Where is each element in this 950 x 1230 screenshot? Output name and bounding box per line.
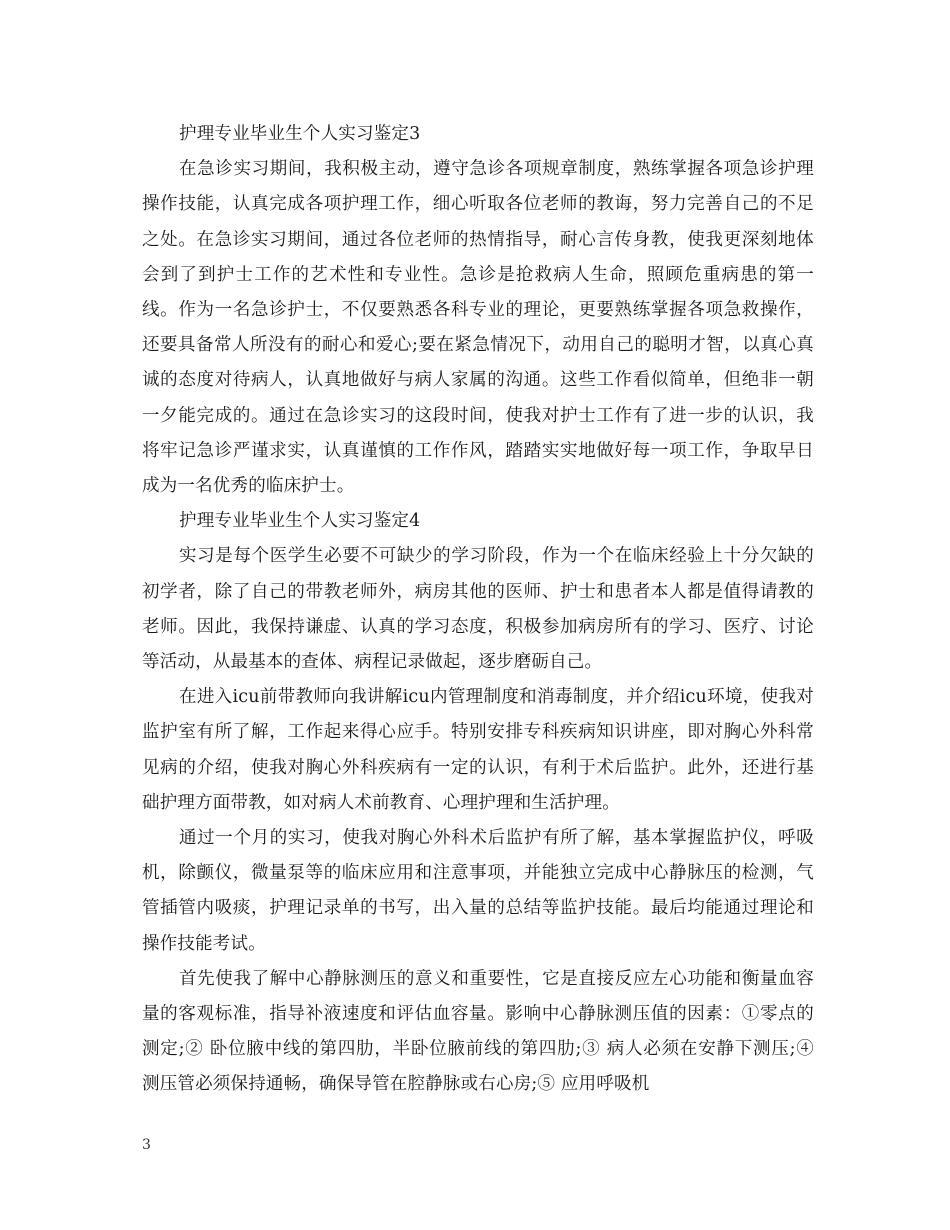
paragraph-central-venous-pressure: 首先使我了解中心静脉测压的意义和重要性，它是直接反应左心功能和衡量血容量的客观标准，指导补液速度和评估血容量。影响中心静脉测压值的因素：①零点的测定;② 卧位腋中线的第四肋，半卧位腋前线的第四肋;③ 病人必须在安静下测压;④ 测压管必须保持通畅，确保导管在腔静脉或右心房;⑤ 应用呼吸机 [142, 968, 814, 1095]
section-heading-4: 护理专业毕业生个人实习鉴定4 [179, 511, 421, 532]
paragraph-icu-introduction: 在进入icu前带教师向我讲解icu内管理制度和消毒制度，并介绍icu环境，使我对监护室有所了解，工作起来得心应手。特别安排专科疾病知识讲座，即对胸心外科常见病的介绍，使我对胸心外科疾病有一定的认识，有利于术后监护。此外，还进行基础护理方面带教，如对病人术前教育、心理护理和生活护理。 [142, 687, 814, 813]
page-number: 3 [142, 1137, 151, 1153]
paragraph-monitoring-skills: 通过一个月的实习，使我对胸心外科术后监护有所了解，基本掌握监护仪，呼吸机，除颤仪，微量泵等的临床应用和注意事项，并能独立完成中心静脉压的检测，气管插管内吸痰，护理记录单的书写，出入量的总结等监护技能。最后均能通过理论和操作技能考试。 [142, 828, 814, 954]
paragraph-emergency-internship: 在急诊实习期间，我积极主动，遵守急诊各项规章制度，熟练掌握各项急诊护理操作技能，认真完成各项护理工作，细心听取各位老师的教诲，努力完善自己的不足之处。在急诊实习期间，通过各位老师的热情指导，耐心言传身教，使我更深刻地体会到了到护士工作的艺术性和专业性。急诊是抢救病人生命，照顾危重病患的第一线。作为一名急诊护士，不仅要熟悉各科专业的理论，更要熟练掌握各项急救操作，还要具备常人所没有的耐心和爱心;要在紧急情况下，动用自己的聪明才智，以真心真诚的态度对待病人，认真地做好与病人家属的沟通。这些工作看似简单，但绝非一朝一夕能完成的。通过在急诊实习的这段时间，使我对护士工作有了进一步的认识，我将牢记急诊严谨求实，认真谨慎的工作作风，踏踏实实地做好每一项工作，争取早日成为一名优秀的临床护士。 [142, 159, 814, 497]
paragraph-internship-attitude: 实习是每个医学生必要不可缺少的学习阶段，作为一个在临床经验上十分欠缺的初学者，除了自己的带教老师外，病房其他的医师、护士和患者本人都是值得请教的老师。因此，我保持谦虚、认真的学习态度，积极参加病房所有的学习、医疗、讨论等活动，从最基本的查体、病程记录做起，逐步磨砺自己。 [142, 546, 814, 673]
section-heading-3: 护理专业毕业生个人实习鉴定3 [179, 124, 421, 144]
document-body [142, 117, 814, 1103]
